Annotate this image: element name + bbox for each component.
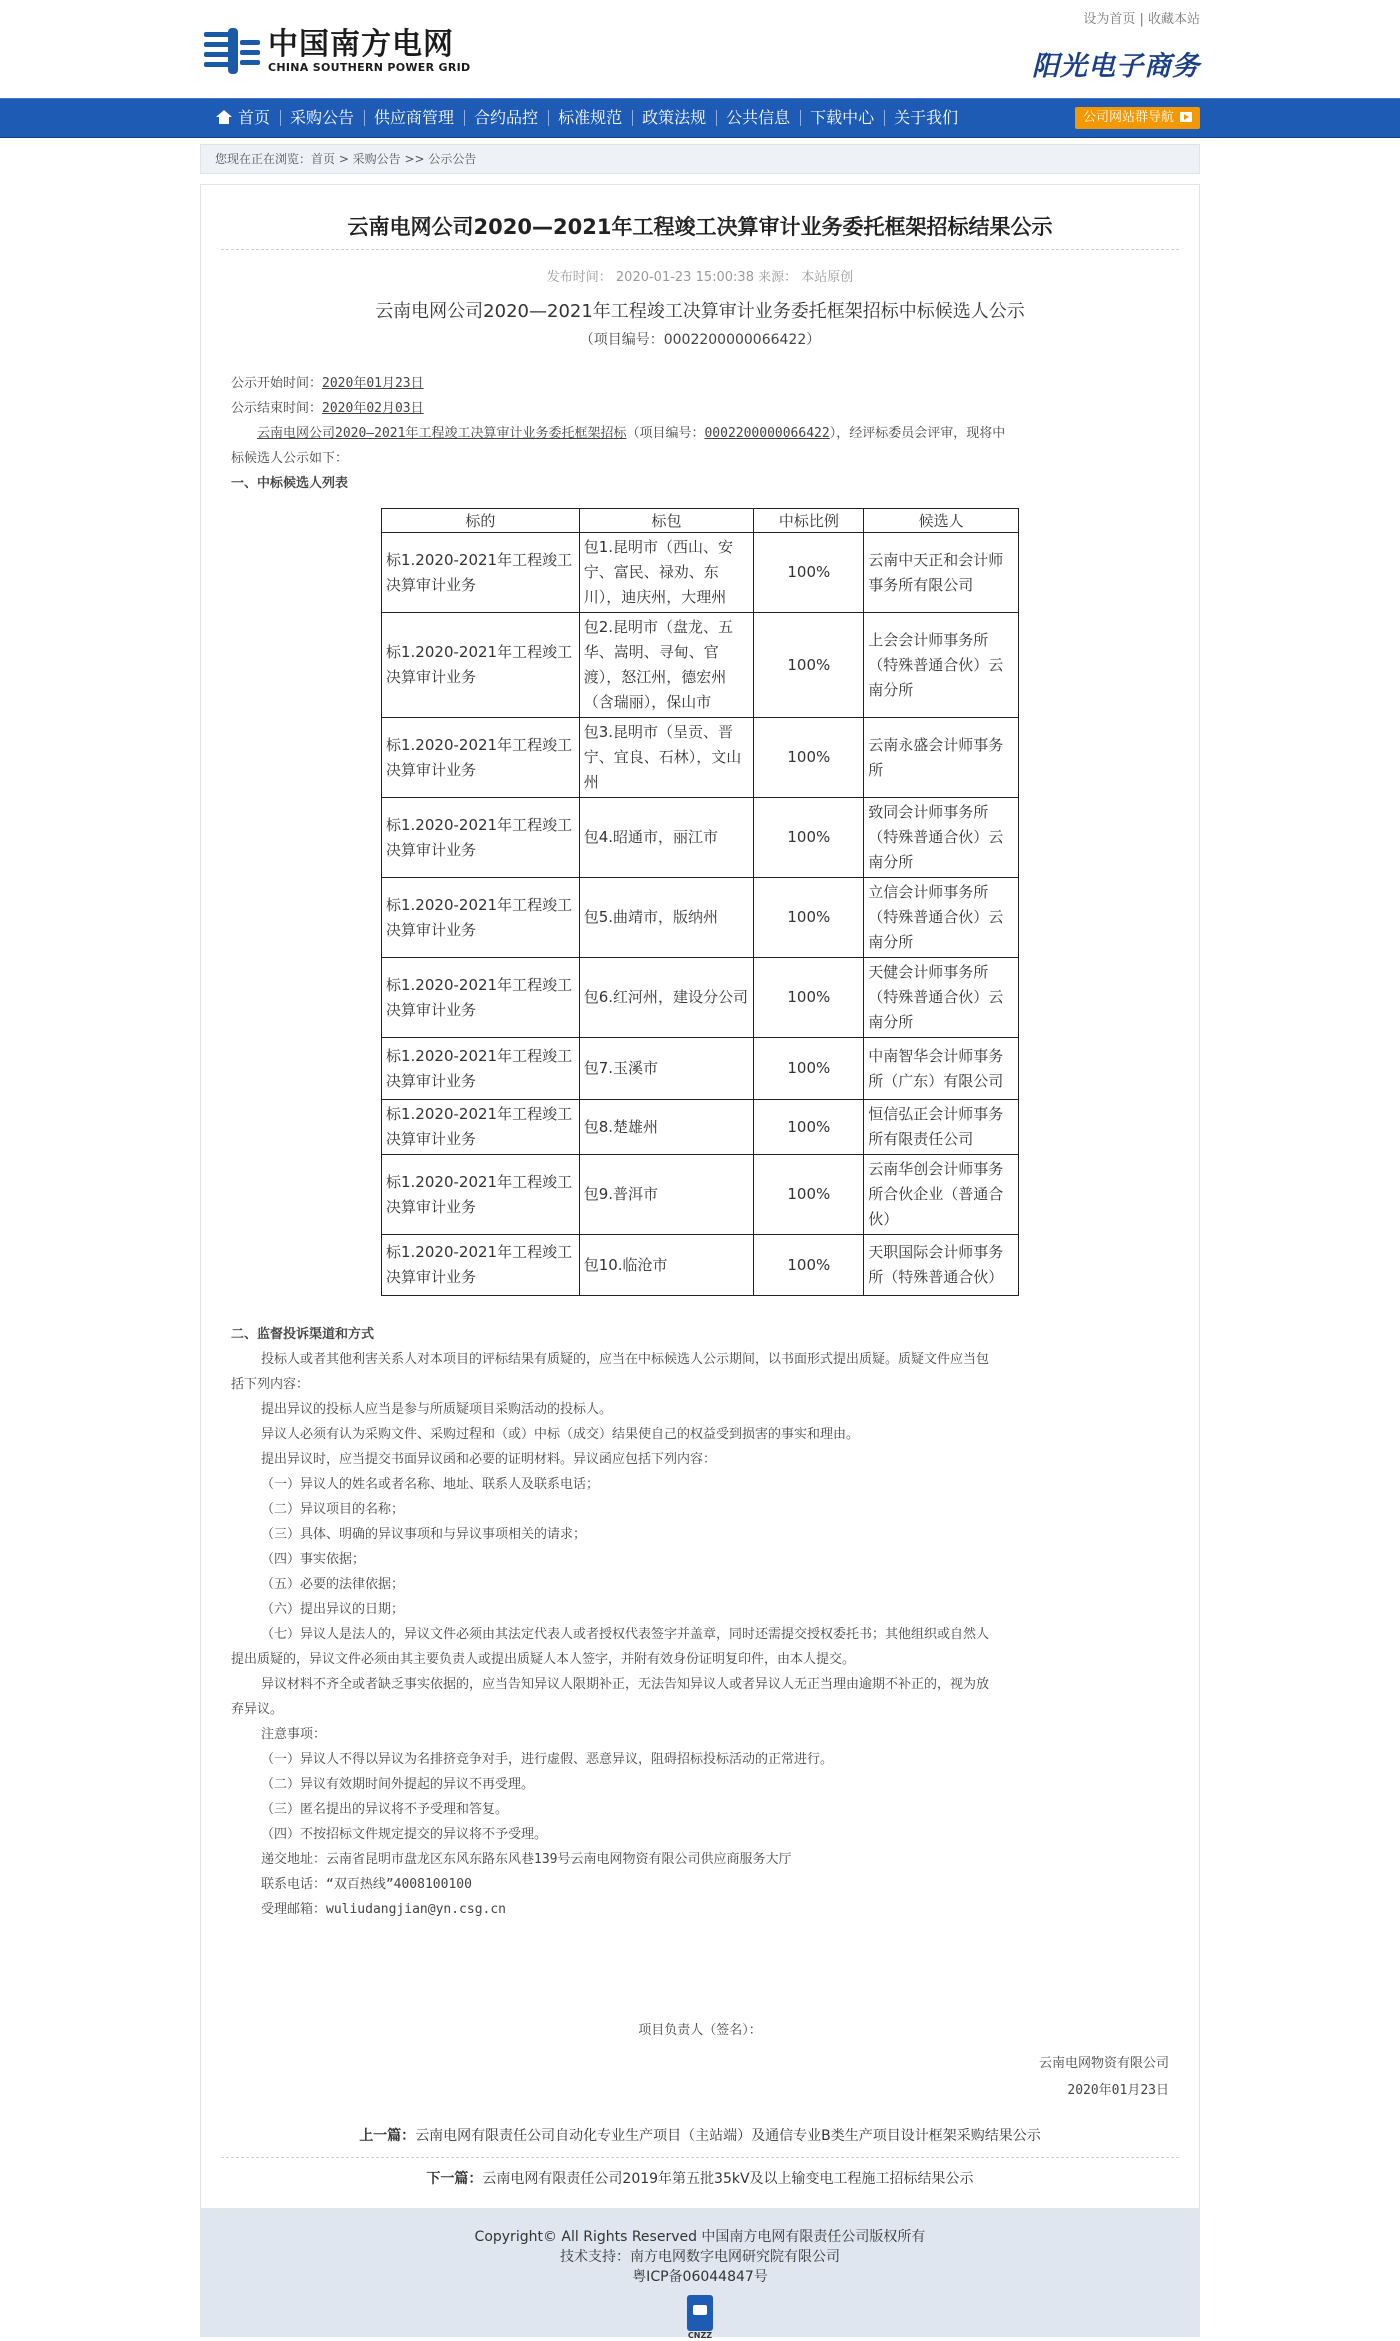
prev-article-link[interactable] — [231, 2121, 1169, 2151]
next-label: 下一篇： — [426, 2171, 483, 2187]
cell-ratio: 100% — [754, 533, 864, 613]
table-row — [382, 1155, 1019, 1235]
set-homepage-link[interactable]: 设为首页 — [1083, 12, 1136, 27]
complaint-section — [231, 1322, 1169, 1922]
publicity-start: 公示开始时间：2020年01月23日 — [231, 376, 424, 391]
power-grid-logo-icon — [200, 28, 262, 74]
cell-package: 包4.昭通市，丽江市 — [579, 798, 754, 878]
complaint-line: （四）事实依据； — [261, 1552, 366, 1567]
issue-date: 2020年01月23日 — [1067, 2083, 1169, 2098]
complaint-line: 异议材料不齐全或者缺乏事实依据的，应当告知异议人限期补正，无法告知异议人或者异议人无正当理由逾期不补正的，视为放 — [261, 1677, 990, 1692]
project-leader-signature: 项目负责人（签名）： — [638, 2023, 762, 2038]
cell-package: 包7.玉溪市 — [579, 1038, 754, 1100]
complaint-line: （三）匿名提出的异议将不予受理和答复。 — [261, 1802, 509, 1817]
cell-package: 包5.曲靖市，版纳州 — [579, 878, 754, 958]
publicity-end: 公示结束时间：2020年02月03日 — [231, 401, 424, 416]
contact-email: 受理邮箱：wuliudangjian@yn.csg.cn — [261, 1902, 507, 1917]
next-article-link[interactable] — [231, 2164, 1169, 2194]
logo-english-name: CHINA SOUTHERN POWER GRID — [268, 60, 471, 74]
nav-standards[interactable]: 标准规范 — [548, 99, 632, 137]
cell-candidate: 云南中天正和会计师事务所有限公司 — [864, 533, 1019, 613]
page-footer — [200, 2209, 1200, 2340]
cell-lot: 标1.2020-2021年工程竣工决算审计业务 — [382, 1038, 580, 1100]
prevnext-divider — [221, 2157, 1179, 2158]
nav-home[interactable] — [206, 99, 280, 137]
nav-supplier-management[interactable]: 供应商管理 — [364, 99, 464, 137]
site-logo[interactable] — [200, 28, 470, 74]
contact-phone: 联系电话：“双百热线”4008100100 — [261, 1877, 472, 1892]
logo-chinese-name: 中国南方电网 — [268, 26, 454, 62]
prev-title: 云南电网有限责任公司自动化专业生产项目（主站端）及通信专业B类生产项目设计框架采购结果公示 — [415, 2128, 1041, 2144]
nav-about-us[interactable]: 关于我们 — [884, 99, 968, 137]
site-group-nav-label: 公司网站群导航 — [1082, 110, 1174, 125]
cell-ratio: 100% — [754, 958, 864, 1038]
table-row — [382, 878, 1019, 958]
cell-package: 包10.临沧市 — [579, 1235, 754, 1296]
nav-procurement-notice[interactable]: 采购公告 — [280, 99, 364, 137]
col-header-lot: 标的 — [382, 509, 580, 533]
cell-ratio: 100% — [754, 1100, 864, 1155]
candidates-table — [381, 508, 1019, 1296]
cell-package: 包6.红河州，建设分公司 — [579, 958, 754, 1038]
issuing-company: 云南电网物资有限公司 — [1038, 2056, 1169, 2071]
footer-tech-support: 技术支持：南方电网数字电网研究院有限公司 — [560, 2249, 840, 2265]
cell-ratio: 100% — [754, 1235, 864, 1296]
article-title: 云南电网公司2020—2021年工程竣工决算审计业务委托框架招标结果公示 — [347, 215, 1053, 239]
site-group-nav-button[interactable] — [1075, 107, 1200, 129]
cell-ratio: 100% — [754, 1038, 864, 1100]
complaint-line: 提出异议的投标人应当是参与所质疑项目采购活动的投标人。 — [261, 1402, 613, 1417]
nav-contract-quality[interactable]: 合约品控 — [464, 99, 548, 137]
complaint-line: （六）提出异议的日期； — [261, 1602, 405, 1617]
table-row — [382, 718, 1019, 798]
cell-ratio: 100% — [754, 613, 864, 718]
cell-lot: 标1.2020-2021年工程竣工决算审计业务 — [382, 533, 580, 613]
complaint-line: （七）异议人是法人的，异议文件必须由其法定代表人或者授权代表签字并盖章，同时还需提交授权委托书；其他组织或自然人 — [261, 1627, 990, 1642]
home-icon — [216, 110, 232, 124]
complaint-line: （二）异议有效期时间外提起的异议不再受理。 — [261, 1777, 535, 1792]
complaint-line: （一）异议人不得以异议为名排挤竞争对手，进行虚假、恶意异议，阻碍招标投标活动的正常进行。 — [261, 1752, 834, 1767]
complaint-line: （二）异议项目的名称； — [261, 1502, 405, 1517]
nav-downloads[interactable]: 下载中心 — [800, 99, 884, 137]
project-number: （项目编号：0002200000066422） — [579, 332, 821, 348]
complaint-line: 弃异议。 — [231, 1702, 284, 1717]
cell-candidate: 天健会计师事务所（特殊普通合伙）云南分所 — [864, 958, 1019, 1038]
cell-lot: 标1.2020-2021年工程竣工决算审计业务 — [382, 878, 580, 958]
breadcrumb: 您现在正在浏览：首页 > 采购公告 >> 公示公告 — [200, 144, 1200, 174]
table-row — [382, 533, 1019, 613]
table-row — [382, 1235, 1019, 1296]
table-row — [382, 1100, 1019, 1155]
col-header-ratio: 中标比例 — [754, 509, 864, 533]
table-row — [382, 958, 1019, 1038]
table-row — [382, 613, 1019, 718]
title-divider — [221, 249, 1179, 250]
toplink-divider: | — [1139, 12, 1148, 27]
cell-candidate: 云南永盛会计师事务所 — [864, 718, 1019, 798]
bookmark-link[interactable]: 收藏本站 — [1147, 12, 1200, 27]
table-row — [382, 798, 1019, 878]
main-nav-bar — [0, 98, 1400, 138]
article-meta: 发布时间： 2020-01-23 15:00:38 来源： 本站原创 — [546, 270, 854, 285]
cell-candidate: 云南华创会计师事务所合伙企业（普通合伙） — [864, 1155, 1019, 1235]
complaint-line: 括下列内容： — [231, 1377, 310, 1392]
submission-address: 递交地址：云南省昆明市盘龙区东风东路东风巷139号云南电网物资有限公司供应商服务大厅 — [261, 1852, 792, 1867]
intro-paragraph: 云南电网公司2020—2021年工程竣工决算审计业务委托框架招标（项目编号：0002200000066422），经评标委员会评审，现将中 — [257, 426, 1006, 441]
cell-lot: 标1.2020-2021年工程竣工决算审计业务 — [382, 798, 580, 878]
cell-package: 包9.普洱市 — [579, 1155, 754, 1235]
cell-package: 包8.楚雄州 — [579, 1100, 754, 1155]
cell-lot: 标1.2020-2021年工程竣工决算审计业务 — [382, 1100, 580, 1155]
play-icon — [1180, 112, 1192, 122]
cell-package: 包1.昆明市（西山、安宁、富民、禄劝、东川），迪庆州，大理州 — [579, 533, 754, 613]
cell-package: 包3.昆明市（呈贡、晋宁、宜良、石林），文山州 — [579, 718, 754, 798]
intro-paragraph-cont: 标候选人公示如下： — [231, 451, 349, 466]
section-candidates-heading: 一、中标候选人列表 — [231, 476, 349, 491]
cell-candidate: 致同会计师事务所（特殊普通合伙）云南分所 — [864, 798, 1019, 878]
complaint-line: 注意事项： — [261, 1727, 327, 1742]
main-nav — [200, 99, 1200, 137]
cell-ratio: 100% — [754, 1155, 864, 1235]
footer-icp[interactable]: 粤ICP备06044847号 — [632, 2269, 768, 2285]
nav-home-label: 首页 — [238, 108, 271, 127]
prev-label: 上一篇： — [359, 2128, 416, 2144]
complaint-line: （三）具体、明确的异议事项和与异议事项相关的请求； — [261, 1527, 587, 1542]
cell-candidate: 天职国际会计师事务所（特殊普通合伙） — [864, 1235, 1019, 1296]
cell-lot: 标1.2020-2021年工程竣工决算审计业务 — [382, 718, 580, 798]
cell-lot: 标1.2020-2021年工程竣工决算审计业务 — [382, 1155, 580, 1235]
cell-candidate: 中南智华会计师事务所（广东）有限公司 — [864, 1038, 1019, 1100]
next-title: 云南电网有限责任公司2019年第五批35kV及以上输变电工程施工招标结果公示 — [482, 2171, 974, 2187]
complaint-line: 投标人或者其他利害关系人对本项目的评标结果有质疑的，应当在中标候选人公示期间，以书面形式提出质疑。质疑文件应当包 — [261, 1352, 990, 1367]
complaint-line: 提出质疑的，异议文件必须由其主要负责人或提出质疑人本人签字，并附有效身份证明复印件，由本人提交。 — [231, 1652, 856, 1667]
complaint-line: （四）不按招标文件规定提交的异议将不予受理。 — [261, 1827, 548, 1842]
complaint-line: （五）必要的法律依据； — [261, 1577, 405, 1592]
col-header-candidate: 候选人 — [864, 509, 1019, 533]
nav-policies[interactable]: 政策法规 — [632, 99, 716, 137]
footer-copyright: Copyright© All Rights Reserved 中国南方电网有限责任公司版权所有 — [474, 2229, 926, 2245]
cell-lot: 标1.2020-2021年工程竣工决算审计业务 — [382, 613, 580, 718]
notice-subtitle: 云南电网公司2020—2021年工程竣工决算审计业务委托框架招标中标候选人公示 — [375, 301, 1025, 322]
cell-ratio: 100% — [754, 718, 864, 798]
cell-ratio: 100% — [754, 798, 864, 878]
brand-slogan: 阳光电子商务 — [1032, 51, 1200, 82]
section-complaint-heading: 二、监督投诉渠道和方式 — [231, 1327, 375, 1342]
article-container — [200, 184, 1200, 2209]
col-header-package: 标包 — [579, 509, 754, 533]
complaint-line: 异议人必须有认为采购文件、采购过程和（或）中标（成交）结果使自己的权益受到损害的事实和理由。 — [261, 1427, 860, 1442]
cell-package: 包2.昆明市（盘龙、五华、嵩明、寻甸、官渡），怒江州，德宏州（含瑞丽），保山市 — [579, 613, 754, 718]
badge-caption: CNZZ — [687, 2331, 713, 2340]
complaint-line: 提出异议时，应当提交书面异议函和必要的证明材料。异议函应包括下列内容： — [261, 1452, 717, 1467]
complaint-line: （一）异议人的姓名或者名称、地址、联系人及联系电话； — [261, 1477, 600, 1492]
nav-public-info[interactable]: 公共信息 — [716, 99, 800, 137]
cell-ratio: 100% — [754, 878, 864, 958]
table-row — [382, 1038, 1019, 1100]
cell-candidate: 上会会计师事务所（特殊普通合伙）云南分所 — [864, 613, 1019, 718]
cell-candidate: 立信会计师事务所（特殊普通合伙）云南分所 — [864, 878, 1019, 958]
cell-lot: 标1.2020-2021年工程竣工决算审计业务 — [382, 1235, 580, 1296]
cell-lot: 标1.2020-2021年工程竣工决算审计业务 — [382, 958, 580, 1038]
site-verification-badge-icon[interactable] — [687, 2295, 713, 2331]
cell-candidate: 恒信弘正会计师事务所有限责任公司 — [864, 1100, 1019, 1155]
